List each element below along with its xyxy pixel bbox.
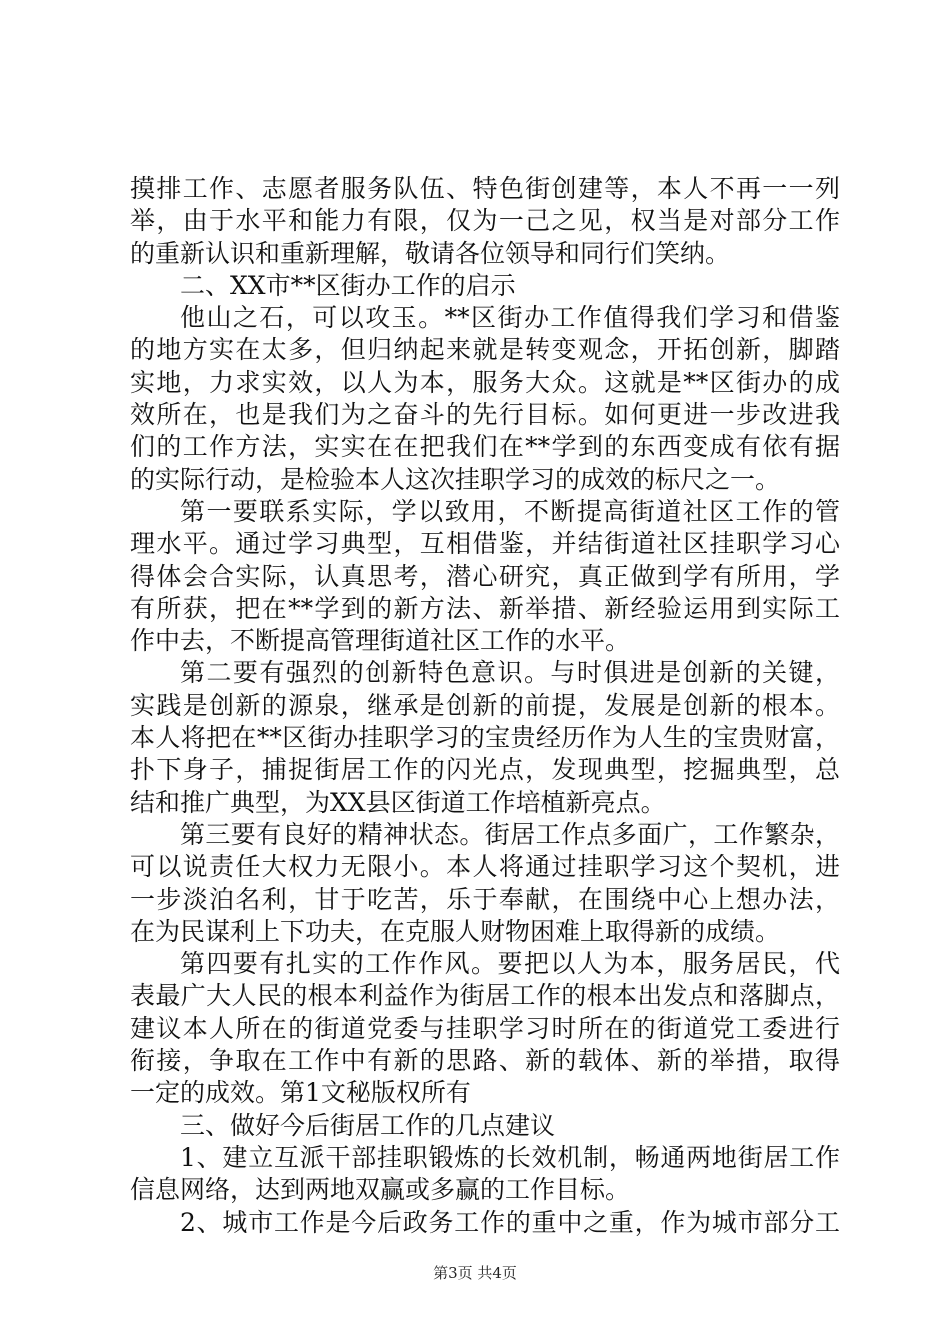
text-line: 的重新认识和重新理解，敬请各位领导和同行们笑纳。 — [130, 238, 731, 268]
text-line: 有所获，把在**学到的新方法、新举措、新经验运用到实际工 — [130, 593, 840, 623]
text-line: 二、XX市**区街办工作的启示 — [180, 270, 516, 300]
text-line: 扑下身子，捕捉街居工作的闪光点，发现典型，挖掘典型，总 — [130, 755, 840, 785]
text-line: 1、建立互派干部挂职锻炼的长效机制，畅通两地街居工作 — [180, 1142, 840, 1172]
text-line: 第四要有扎实的工作作风。要把以人为本，服务居民，代 — [180, 949, 840, 979]
text-line: 结和推广典型，为XX县区街道工作培植新亮点。 — [130, 787, 666, 817]
text-line: 摸排工作、志愿者服务队伍、特色街创建等，本人不再一一列 — [130, 174, 840, 203]
document-body — [130, 173, 840, 1239]
text-line: 实践是创新的源泉，继承是创新的前提，发展是创新的根本。 — [130, 690, 840, 720]
text-line: 第三要有良好的精神状态。街居工作点多面广，工作繁杂， — [180, 819, 840, 849]
text-line: 一定的成效。第1文秘版权所有 — [130, 1078, 471, 1108]
text-line: 在为民谋利上下功夫，在克服人财物困难上取得新的成绩。 — [130, 916, 781, 946]
text-line: 建议本人所在的街道党委与挂职学习时所在的街道党工委进行 — [130, 1013, 840, 1043]
text-line: 实地，力求实效，以人为本，服务大众。这就是**区街办的成 — [130, 367, 840, 397]
text-line: 的地方实在太多，但归纳起来就是转变观念，开拓创新，脚踏 — [130, 335, 840, 365]
text-line: 2、城市工作是今后政务工作的重中之重，作为城市部分工 — [180, 1207, 840, 1237]
text-line: 信息网络，达到两地双赢或多赢的工作目标。 — [130, 1175, 631, 1205]
text-line: 举，由于水平和能力有限，仅为一己之见，权当是对部分工作 — [130, 206, 840, 236]
text-line: 效所在，也是我们为之奋斗的先行目标。如何更进一步改进我 — [130, 400, 840, 430]
text-line: 理水平。通过学习典型，互相借鉴，并结街道社区挂职学习心 — [130, 529, 840, 559]
text-line: 第二要有强烈的创新特色意识。与时俱进是创新的关键， — [180, 658, 840, 688]
text-line: 第一要联系实际，学以致用，不断提高街道社区工作的管 — [180, 496, 840, 526]
text-line: 们的工作方法，实实在在把我们在**学到的东西变成有依有据 — [130, 432, 840, 462]
text-line: 得体会合实际，认真思考，潜心研究，真正做到学有所用，学 — [130, 561, 840, 591]
text-line: 他山之石，可以攻玉。**区街办工作值得我们学习和借鉴 — [180, 303, 840, 333]
text-line: 本人将把在**区街办挂职学习的宝贵经历作为人生的宝贵财富， — [130, 723, 840, 753]
text-line: 作中去，不断提高管理街道社区工作的水平。 — [130, 626, 631, 656]
text-line: 可以说责任大权力无限小。本人将通过挂职学习这个契机，进 — [130, 852, 840, 882]
page-number-label: 第3页 共4页 — [433, 1264, 517, 1282]
text-line: 表最广大人民的根本利益作为街居工作的根本出发点和落脚点， — [130, 981, 840, 1011]
page-footer — [0, 1262, 950, 1283]
text-line: 一步淡泊名利，甘于吃苦，乐于奉献，在围绕中心上想办法， — [130, 884, 840, 914]
text-line: 三、做好今后街居工作的几点建议 — [180, 1110, 556, 1140]
text-line: 衔接，争取在工作中有新的思路、新的载体、新的举措，取得 — [130, 1046, 840, 1076]
text-line: 的实际行动，是检验本人这次挂职学习的成效的标尺之一。 — [130, 464, 781, 494]
